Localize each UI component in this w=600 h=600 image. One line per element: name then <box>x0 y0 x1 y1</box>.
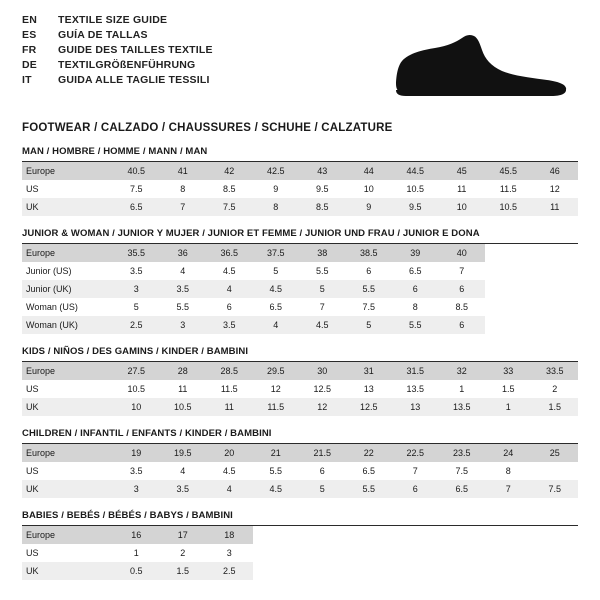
language-title-list <box>22 14 213 89</box>
cell: 7 <box>160 198 207 216</box>
cell <box>392 544 439 562</box>
cell: 4.5 <box>206 462 253 480</box>
cell: 12 <box>253 380 300 398</box>
row-label: US <box>22 544 113 562</box>
row-label: Europe <box>22 244 113 262</box>
cell: 11.5 <box>206 380 253 398</box>
cell: 8.5 <box>206 180 253 198</box>
cell: 2.5 <box>113 316 160 334</box>
cell: 8 <box>253 198 300 216</box>
cell: 16 <box>113 526 160 544</box>
cell: 33 <box>485 362 532 380</box>
cell: 31 <box>346 362 393 380</box>
language-title: TEXTILE SIZE GUIDE <box>58 14 168 26</box>
cell: 10.5 <box>160 398 207 416</box>
cell: 5 <box>113 298 160 316</box>
cell <box>299 562 346 580</box>
size-table-body <box>22 444 578 498</box>
language-code: DE <box>22 59 37 71</box>
cell: 19 <box>113 444 160 462</box>
language-title: GUÍA DE TALLAS <box>58 29 148 41</box>
cell <box>253 562 300 580</box>
size-table <box>22 444 578 498</box>
cell: 1 <box>485 398 532 416</box>
cell: 44.5 <box>392 162 439 180</box>
size-table-body <box>22 244 578 334</box>
cell: 2.5 <box>206 562 253 580</box>
cell <box>532 244 579 262</box>
cell: 1.5 <box>485 380 532 398</box>
cell: 5 <box>299 480 346 498</box>
cell: 39 <box>392 244 439 262</box>
cell: 13.5 <box>439 398 486 416</box>
cell <box>392 526 439 544</box>
cell: 4.5 <box>299 316 346 334</box>
cell: 31.5 <box>392 362 439 380</box>
cell: 4.5 <box>253 480 300 498</box>
cell: 7.5 <box>206 198 253 216</box>
table-row <box>22 244 578 262</box>
row-label: UK <box>22 198 113 216</box>
cell <box>346 562 393 580</box>
cell <box>253 544 300 562</box>
cell: 33.5 <box>532 362 579 380</box>
cell: 6 <box>392 480 439 498</box>
cell: 3 <box>160 316 207 334</box>
cell <box>439 562 486 580</box>
cell <box>532 562 579 580</box>
cell: 5.5 <box>346 280 393 298</box>
cell: 17 <box>160 526 207 544</box>
language-title: GUIDA ALLE TAGLIE TESSILI <box>58 74 210 86</box>
row-label: Europe <box>22 362 113 380</box>
table-row <box>22 526 578 544</box>
cell: 6 <box>346 262 393 280</box>
cell: 3.5 <box>160 480 207 498</box>
cell: 6.5 <box>253 298 300 316</box>
cell <box>346 526 393 544</box>
cell: 41 <box>160 162 207 180</box>
cell: 42.5 <box>253 162 300 180</box>
cell: 10 <box>346 180 393 198</box>
cell: 10 <box>439 198 486 216</box>
cell: 11.5 <box>485 180 532 198</box>
cell: 0.5 <box>113 562 160 580</box>
cell: 2 <box>160 544 207 562</box>
cell: 27.5 <box>113 362 160 380</box>
table-row <box>22 380 578 398</box>
cell: 4 <box>206 280 253 298</box>
cell: 4.5 <box>206 262 253 280</box>
table-row <box>22 398 578 416</box>
group-title: JUNIOR & WOMAN / JUNIOR Y MUJER / JUNIOR ET FEMME / JUNIOR UND FRAU / JUNIOR E DONA <box>22 228 480 239</box>
row-label: US <box>22 180 113 198</box>
row-label: UK <box>22 398 113 416</box>
size-table-body <box>22 526 578 580</box>
row-label: Junior (UK) <box>22 280 113 298</box>
cell: 42 <box>206 162 253 180</box>
cell: 32 <box>439 362 486 380</box>
cell: 10.5 <box>392 180 439 198</box>
cell: 13 <box>392 398 439 416</box>
cell: 12.5 <box>346 398 393 416</box>
cell <box>299 526 346 544</box>
cell <box>485 280 532 298</box>
size-group-man <box>22 146 578 216</box>
cell: 5.5 <box>346 480 393 498</box>
cell: 5 <box>346 316 393 334</box>
cell <box>485 244 532 262</box>
language-code: EN <box>22 14 37 26</box>
cell: 5 <box>299 280 346 298</box>
cell <box>532 316 579 334</box>
cell: 9.5 <box>299 180 346 198</box>
cell: 11 <box>160 380 207 398</box>
row-label: Europe <box>22 162 113 180</box>
cell: 13 <box>346 380 393 398</box>
cell: 23.5 <box>439 444 486 462</box>
cell: 6.5 <box>113 198 160 216</box>
cell: 22 <box>346 444 393 462</box>
cell: 6 <box>439 280 486 298</box>
cell: 6 <box>299 462 346 480</box>
cell: 3.5 <box>113 462 160 480</box>
cell: 11 <box>439 180 486 198</box>
size-group-babies <box>22 510 578 580</box>
cell: 36.5 <box>206 244 253 262</box>
cell: 1 <box>113 544 160 562</box>
table-row <box>22 362 578 380</box>
cell <box>532 462 579 480</box>
cell: 21 <box>253 444 300 462</box>
cell <box>392 562 439 580</box>
cell: 8.5 <box>299 198 346 216</box>
cell <box>485 298 532 316</box>
cell: 43 <box>299 162 346 180</box>
group-title: KIDS / NIÑOS / DES GAMINS / KINDER / BAMBINI <box>22 346 249 357</box>
row-label: Junior (US) <box>22 262 113 280</box>
cell: 29.5 <box>253 362 300 380</box>
cell <box>532 262 579 280</box>
cell: 45 <box>439 162 486 180</box>
language-code: ES <box>22 29 37 41</box>
cell <box>485 526 532 544</box>
cell: 6.5 <box>439 480 486 498</box>
cell <box>532 526 579 544</box>
cell: 9 <box>346 198 393 216</box>
size-group-children <box>22 428 578 498</box>
cell: 4 <box>253 316 300 334</box>
size-table-body <box>22 362 578 416</box>
size-table <box>22 162 578 216</box>
row-label: Woman (US) <box>22 298 113 316</box>
group-title: BABIES / BEBÉS / BÉBÉS / BABYS / BAMBINI <box>22 510 233 521</box>
language-row <box>22 44 213 59</box>
cell <box>485 262 532 280</box>
cell: 8.5 <box>439 298 486 316</box>
table-row <box>22 180 578 198</box>
cell: 3 <box>113 480 160 498</box>
cell: 7 <box>485 480 532 498</box>
cell: 24 <box>485 444 532 462</box>
table-row <box>22 462 578 480</box>
cell: 9 <box>253 180 300 198</box>
cell: 1.5 <box>160 562 207 580</box>
language-title: TEXTILGRÖßENFÜHRUNG <box>58 59 196 71</box>
cell: 8 <box>485 462 532 480</box>
cell: 5.5 <box>160 298 207 316</box>
row-label: US <box>22 462 113 480</box>
table-row <box>22 280 578 298</box>
cell <box>485 562 532 580</box>
row-label: Woman (UK) <box>22 316 113 334</box>
language-code: IT <box>22 74 32 86</box>
table-row <box>22 544 578 562</box>
language-title-list-body <box>22 14 213 89</box>
cell: 45.5 <box>485 162 532 180</box>
size-group-kids <box>22 346 578 416</box>
size-group-junior-woman <box>22 228 578 334</box>
cell: 13.5 <box>392 380 439 398</box>
row-label: UK <box>22 562 113 580</box>
cell: 6 <box>392 280 439 298</box>
cell: 44 <box>346 162 393 180</box>
cell <box>439 526 486 544</box>
dress-shoe-icon <box>390 28 570 104</box>
cell: 18 <box>206 526 253 544</box>
cell: 4 <box>160 262 207 280</box>
language-code: FR <box>22 44 37 56</box>
row-label: Europe <box>22 526 113 544</box>
cell: 3.5 <box>113 262 160 280</box>
row-label: UK <box>22 480 113 498</box>
cell: 28.5 <box>206 362 253 380</box>
cell: 1.5 <box>532 398 579 416</box>
cell: 4 <box>160 462 207 480</box>
cell <box>485 544 532 562</box>
size-table <box>22 244 578 334</box>
cell: 2 <box>532 380 579 398</box>
cell: 6 <box>206 298 253 316</box>
table-row <box>22 298 578 316</box>
group-title: MAN / HOMBRE / HOMME / MANN / MAN <box>22 146 208 157</box>
header <box>22 14 578 110</box>
cell: 6 <box>439 316 486 334</box>
cell <box>485 316 532 334</box>
table-row <box>22 444 578 462</box>
cell: 12 <box>532 180 579 198</box>
cell: 7.5 <box>113 180 160 198</box>
table-row <box>22 480 578 498</box>
page-title: FOOTWEAR / CALZADO / CHAUSSURES / SCHUHE / CALZATURE <box>22 122 393 134</box>
cell: 22.5 <box>392 444 439 462</box>
language-title: GUIDE DES TAILLES TEXTILE <box>58 44 213 56</box>
cell: 7 <box>299 298 346 316</box>
language-row <box>22 14 213 29</box>
cell: 8 <box>392 298 439 316</box>
cell: 40 <box>439 244 486 262</box>
cell: 5.5 <box>299 262 346 280</box>
table-row <box>22 316 578 334</box>
cell: 46 <box>532 162 579 180</box>
row-label: Europe <box>22 444 113 462</box>
cell: 20 <box>206 444 253 462</box>
cell: 30 <box>299 362 346 380</box>
cell: 3.5 <box>206 316 253 334</box>
size-table-body <box>22 162 578 216</box>
cell <box>532 280 579 298</box>
cell: 7.5 <box>346 298 393 316</box>
language-row <box>22 29 213 44</box>
cell: 38 <box>299 244 346 262</box>
cell: 11 <box>206 398 253 416</box>
cell: 4 <box>206 480 253 498</box>
cell: 3.5 <box>160 280 207 298</box>
table-row <box>22 562 578 580</box>
cell: 7 <box>392 462 439 480</box>
cell: 12.5 <box>299 380 346 398</box>
cell: 10.5 <box>485 198 532 216</box>
cell: 5 <box>253 262 300 280</box>
size-table <box>22 362 578 416</box>
cell: 5.5 <box>392 316 439 334</box>
cell <box>532 544 579 562</box>
cell: 35.5 <box>113 244 160 262</box>
cell <box>532 298 579 316</box>
cell: 7.5 <box>439 462 486 480</box>
cell: 4.5 <box>253 280 300 298</box>
cell: 5.5 <box>253 462 300 480</box>
cell: 11.5 <box>253 398 300 416</box>
cell: 25 <box>532 444 579 462</box>
cell: 7.5 <box>532 480 579 498</box>
cell: 10 <box>113 398 160 416</box>
cell: 21.5 <box>299 444 346 462</box>
row-label: US <box>22 380 113 398</box>
cell <box>299 544 346 562</box>
cell: 38.5 <box>346 244 393 262</box>
cell: 37.5 <box>253 244 300 262</box>
cell: 7 <box>439 262 486 280</box>
cell: 12 <box>299 398 346 416</box>
cell: 6.5 <box>346 462 393 480</box>
size-table <box>22 526 578 580</box>
table-row <box>22 198 578 216</box>
language-row <box>22 74 213 89</box>
group-title: CHILDREN / INFANTIL / ENFANTS / KINDER / BAMBINI <box>22 428 272 439</box>
cell <box>439 544 486 562</box>
cell: 36 <box>160 244 207 262</box>
cell: 1 <box>439 380 486 398</box>
language-row <box>22 59 213 74</box>
cell: 3 <box>113 280 160 298</box>
cell: 11 <box>532 198 579 216</box>
cell: 28 <box>160 362 207 380</box>
cell: 10.5 <box>113 380 160 398</box>
table-row <box>22 262 578 280</box>
cell: 6.5 <box>392 262 439 280</box>
table-row <box>22 162 578 180</box>
cell: 40.5 <box>113 162 160 180</box>
cell <box>253 526 300 544</box>
cell <box>346 544 393 562</box>
cell: 8 <box>160 180 207 198</box>
cell: 3 <box>206 544 253 562</box>
cell: 19.5 <box>160 444 207 462</box>
cell: 9.5 <box>392 198 439 216</box>
